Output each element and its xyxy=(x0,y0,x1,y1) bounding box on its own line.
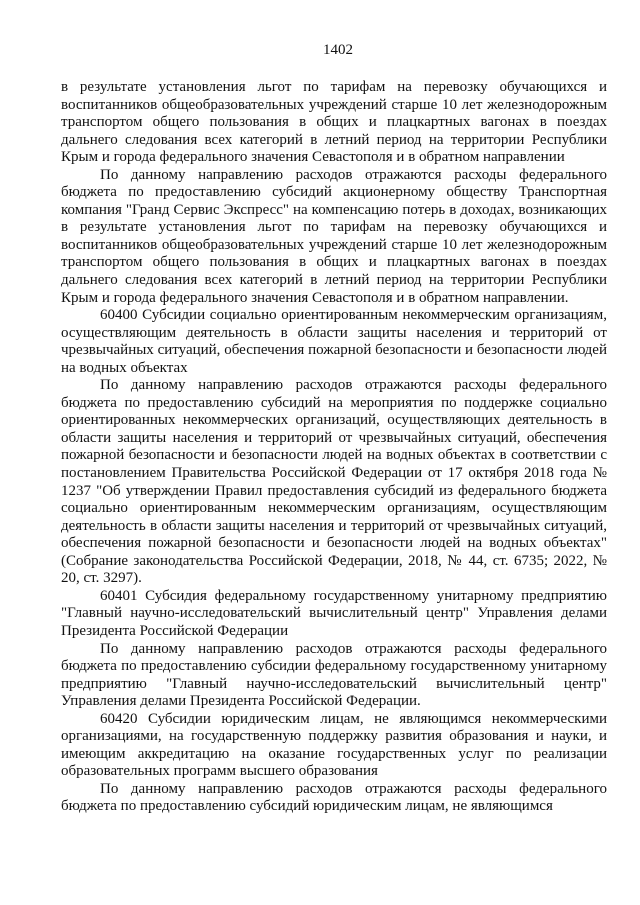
paragraph-6: По данному направлению расходов отражаются расходы федерального бюджета по предоставлению субсидии федеральному государственному унитарному предприятию "Главный научно-исследовательский вычислительный центр" Управления делами Президента Российской Федерации. xyxy=(61,640,607,710)
paragraph-2: По данному направлению расходов отражаются расходы федерального бюджета по предоставлению субсидий акционерному обществу Транспортная компания "Гранд Сервис Экспресс" на компенсацию потерь в доходах, возникающих в результате установления льгот по тарифам на перевозку обучающихся и воспитанников общеобразовательных учреждений старше 10 лет железнодорожным транспортом общего пользования в общих и плацкартных вагонах в поездах дальнего следования всех категорий в летний период на территории Республики Крым и города федерального значения Севастополя и в обратном направлении. xyxy=(61,166,607,306)
paragraph-1: в результате установления льгот по тарифам на перевозку обучающихся и воспитанников общеобразовательных учреждений старше 10 лет железнодорожным транспортом общего пользования в общих и плацкартных вагонах в поездах дальнего следования всех категорий в летний период на территории Республики Крым и города федерального значения Севастополя и в обратном направлении xyxy=(61,79,607,166)
paragraph-7: 60420 Субсидии юридическим лицам, не являющимся некоммерческими организациями, на государственную поддержку развития образования и науки, и имеющим аккредитацию на оказание государственных услуг по реализации образовательных программ высшего образования xyxy=(61,710,607,780)
paragraph-4: По данному направлению расходов отражаются расходы федерального бюджета по предоставлению субсидий на мероприятия по поддержке социально ориентированных некоммерческих организаций, осуществляющих деятельность в области защиты населения и территорий от чрезвычайных ситуаций, обеспечения пожарной безопасности и безопасности людей на водных объектах в соответствии с постановлением Правительства Российской Федерации от 17 октября 2018 года № 1237 "Об утверждении Правил предоставления субсидий из федерального бюджета социально ориентированным некоммерческим организациям, осуществляющим деятельность в области защиты населения и территорий от чрезвычайных ситуаций, обеспечения пожарной безопасности и безопасности людей на водных объектах" (Собрание законодательства Российской Федерации, 2018, № 44, ст. 6735; 2022, № 20, ст. 3297). xyxy=(61,377,607,587)
paragraph-5: 60401 Субсидия федеральному государственному унитарному предприятию "Главный научно-исследовательский вычислительный центр" Управления делами Президента Российской Федерации xyxy=(61,587,607,639)
paragraph-8: По данному направлению расходов отражаются расходы федерального бюджета по предоставлению субсидий юридическим лицам, не являющимся xyxy=(61,780,607,815)
paragraph-3: 60400 Субсидии социально ориентированным некоммерческим организациям, осуществляющим деятельность в области защиты населения и территорий от чрезвычайных ситуаций, обеспечения пожарной безопасности и безопасности людей на водных объектах xyxy=(61,307,607,376)
document-body xyxy=(61,79,607,816)
page-number: 1402 xyxy=(323,42,353,58)
